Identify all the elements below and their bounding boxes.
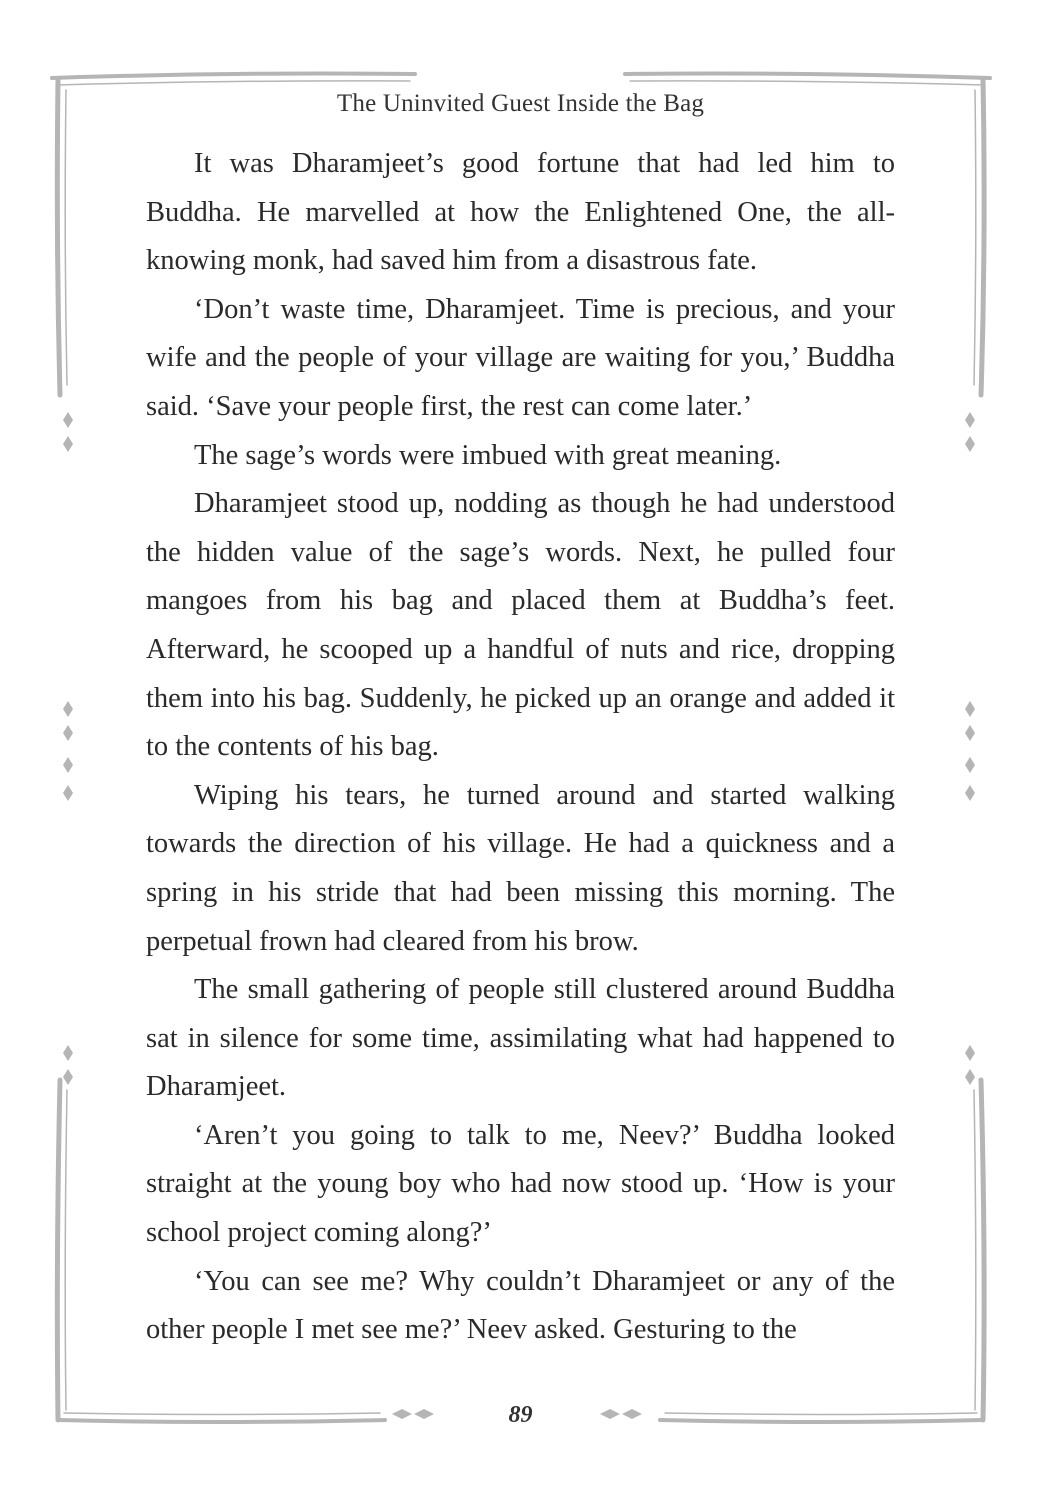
paragraph: Wiping his tears, he turned around and started walking towards the direction of his village. He had a quickness and a spring in his stride that had been missing this morning. The perpetual frown had cleared from his brow. xyxy=(146,779,895,957)
paragraph: The sage’s words were imbued with great meaning. xyxy=(194,439,782,471)
paragraph: ‘Don’t waste time, Dharamjeet. Time is precious, and your wife and the people of your village are waiting for you,’ Buddha said. ‘Save your people first, the rest can come later.’ xyxy=(146,293,895,422)
paragraph: ‘Aren’t you going to talk to me, Neev?’ Buddha looked straight at the young boy who had now stood up. ‘How is your school project coming along?’ xyxy=(146,1119,895,1249)
paragraph: It was Dharamjeet’s good fortune that had led him to Buddha. He marvelled at how the Enlightened One, the all-knowing monk, had saved him from a disastrous fate. xyxy=(146,148,895,277)
page-number: 89 xyxy=(508,1402,533,1428)
running-head-title: The Uninvited Guest Inside the Bag xyxy=(336,90,705,117)
paragraph: Dharamjeet stood up, nodding as though he had understood the hidden value of the sage’s words. Next, he pulled four mangoes from his bag and placed them at Buddha’s feet. Afterward, he scooped up a handful of nuts and rice, dropping them into his bag. Suddenly, he picked up an orange and added it to the contents of his bag. xyxy=(146,488,895,763)
paragraph: ‘You can see me? Why couldn’t Dharamjeet or any of the other people I met see me?’ Neev asked. Gesturing to the xyxy=(146,1265,895,1346)
body-text xyxy=(146,140,895,1355)
paragraph: The small gathering of people still clustered around Buddha sat in silence for some time, assimilating what had happened to Dharamjeet. xyxy=(146,974,895,1103)
